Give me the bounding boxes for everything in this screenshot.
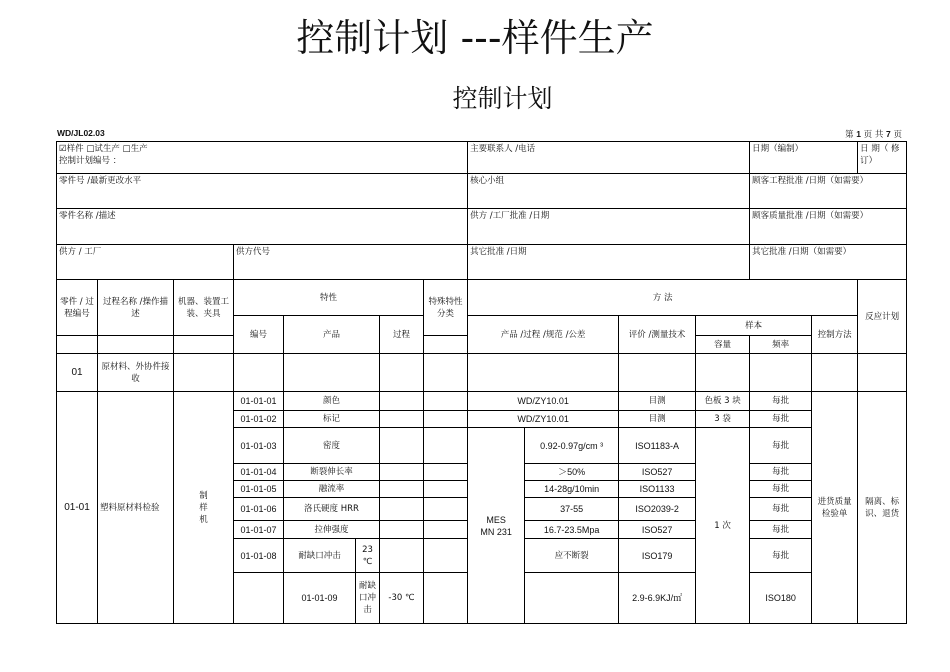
item-no: 01-01-07 xyxy=(234,521,284,539)
item-product: 洛氏硬度 HRR xyxy=(284,498,380,521)
table-row xyxy=(57,392,907,411)
header-row-2 xyxy=(57,174,907,209)
other-approval-cell: 其它批准 /日期 xyxy=(468,245,750,280)
col-part-process-no: 零件 / 过程编号 xyxy=(57,280,98,336)
col-sample-frequency: 频率 xyxy=(750,336,812,354)
item-no: 01-01-09 xyxy=(284,573,356,624)
page-prefix: 第 xyxy=(844,130,854,140)
page-indicator xyxy=(845,128,902,140)
header-row-1 xyxy=(57,142,907,174)
item-product: 标记 xyxy=(284,411,380,428)
col-sample: 样本 xyxy=(696,316,812,336)
col-machine: 机器、装置工装、夹具 xyxy=(174,280,234,336)
row-reaction-plan: 隔离、标识、退货 xyxy=(858,392,907,624)
item-frequency: 每批 xyxy=(750,498,812,521)
document-title: 控制计划 ---样件生产 xyxy=(296,16,654,60)
item-eval: ISO1183-A xyxy=(619,428,696,464)
item-frequency: 每批 xyxy=(750,392,812,411)
date-compiled-cell: 日期（编制） xyxy=(750,142,858,174)
table-row xyxy=(57,354,907,392)
item-frequency: 每批 xyxy=(750,428,812,464)
col-char-product: 产品 xyxy=(284,316,380,354)
item-no: 01-01-04 xyxy=(234,464,284,481)
item-product: 密度 xyxy=(284,428,380,464)
col-empty-process xyxy=(98,336,174,354)
item-sample-size: 3 袋 xyxy=(696,411,750,428)
item-eval: ISO2039-2 xyxy=(619,498,696,521)
item-spec: 0.92-0.97g/cm ³ xyxy=(525,428,619,464)
item-product: 颜色 xyxy=(284,392,380,411)
item-frequency: 每批 xyxy=(750,411,812,428)
col-method: 方 法 xyxy=(468,280,858,316)
item-eval: ISO527 xyxy=(619,521,696,539)
col-sample-size: 容量 xyxy=(696,336,750,354)
col-empty-special xyxy=(424,336,468,354)
row-process-name: 原材料、外协件接收 xyxy=(98,354,174,392)
item-product: 断裂伸长率 xyxy=(284,464,380,481)
item-eval: ISO179 xyxy=(619,539,696,573)
item-spec: ＞50% xyxy=(525,464,619,481)
row-machine: 制样机 xyxy=(174,392,234,624)
contact-cell: 主要联系人 /电话 xyxy=(468,142,750,174)
document-subtitle: 控制计划 xyxy=(452,84,553,113)
plan-type-cell xyxy=(57,142,468,174)
item-no: 01-01-06 xyxy=(234,498,284,521)
item-eval: 目测 xyxy=(619,411,696,428)
header-row-3 xyxy=(57,209,907,245)
page-suffix: 页 xyxy=(893,130,902,140)
item-eval: 目测 xyxy=(619,392,696,411)
item-product: 融流率 xyxy=(284,481,380,498)
row-sample-size: 1 次 xyxy=(696,428,750,624)
core-team-cell: 核心小组 xyxy=(468,174,750,209)
col-special-class: 特殊特性分类 xyxy=(424,280,468,336)
col-eval: 评价 /测量技术 xyxy=(619,316,696,354)
col-empty-part xyxy=(57,336,98,354)
item-eval: ISO1133 xyxy=(619,481,696,498)
header-row-4 xyxy=(57,245,907,280)
row-process-name: 塑料原材料检验 xyxy=(98,392,174,624)
col-empty-machine xyxy=(174,336,234,354)
row-part-no: 01 xyxy=(57,354,98,392)
item-no: 01-01-05 xyxy=(234,481,284,498)
page-mid: 页 共 xyxy=(863,130,884,140)
supplier-plant-cell: 供方 / 工厂 xyxy=(57,245,234,280)
item-frequency: 每批 xyxy=(750,521,812,539)
item-product: 耐缺口冲击 xyxy=(284,539,356,573)
item-spec: WD/ZY10.01 xyxy=(468,411,619,428)
item-spec: 2.9-6.9KJ/㎡ xyxy=(619,573,696,624)
item-frequency: 每批 xyxy=(750,464,812,481)
item-no: 01-01-03 xyxy=(234,428,284,464)
col-reaction-plan: 反应计划 xyxy=(858,280,907,354)
item-frequency: 每批 xyxy=(750,481,812,498)
item-spec: 14-28g/10min xyxy=(525,481,619,498)
item-product: 拉伸强度 xyxy=(284,521,380,539)
item-product: 耐缺口冲击 xyxy=(356,573,380,624)
col-spec: 产品 /过程 /规范 /公差 xyxy=(468,316,619,354)
page-total: 7 xyxy=(886,129,891,139)
item-spec: WD/ZY10.01 xyxy=(468,392,619,411)
item-spec: 16.7-23.5Mpa xyxy=(525,521,619,539)
item-no: 01-01-01 xyxy=(234,392,284,411)
row-mes: MES MN 231 xyxy=(468,428,525,624)
document-id: WD/JL02.03 xyxy=(57,128,105,138)
col-char-no: 编号 xyxy=(234,316,284,354)
item-frequency: 每批 xyxy=(750,539,812,573)
column-header-row-1 xyxy=(57,280,907,316)
supplier-code-cell: 供方代号 xyxy=(234,245,468,280)
plan-number: 控制计划编号 ： xyxy=(59,156,122,166)
col-char-process: 过程 xyxy=(380,316,424,354)
date-revised-cell: 日 期（ 修订） xyxy=(858,142,907,174)
item-product-value: -30 ℃ xyxy=(380,573,424,624)
customer-quality-cell: 顾客质量批准 /日期（如需要） xyxy=(750,209,907,245)
customer-engineering-cell: 顾客工程批准 /日期（如需要） xyxy=(750,174,907,209)
col-characteristics: 特性 xyxy=(234,280,424,316)
item-no: 01-01-02 xyxy=(234,411,284,428)
row-control-method: 进货质量检验单 xyxy=(812,392,858,624)
item-no: 01-01-08 xyxy=(234,539,284,573)
row-machine-empty xyxy=(234,573,284,624)
supplier-approval-cell: 供方 /工厂批准 /日期 xyxy=(468,209,750,245)
item-spec: 应不断裂 xyxy=(525,539,619,573)
item-product-value: 23 ℃ xyxy=(356,539,380,573)
col-process-name: 过程名称 /操作描述 xyxy=(98,280,174,336)
other-approval-optional-cell: 其它批准 /日期（如需要） xyxy=(750,245,907,280)
item-sample-size: 色板 3 块 xyxy=(696,392,750,411)
part-name-cell: 零件名称 /描述 xyxy=(57,209,468,245)
page-current: 1 xyxy=(856,129,861,139)
item-spec: 37-55 xyxy=(525,498,619,521)
item-eval: ISO527 xyxy=(619,464,696,481)
row-part-no: 01-01 xyxy=(57,392,98,624)
col-control-method: 控制方法 xyxy=(812,316,858,354)
plan-type-options: ☑样件 □试生产 □生产 xyxy=(59,144,148,154)
item-eval: ISO180 xyxy=(750,573,812,624)
part-number-cell: 零件号 /最新更改水平 xyxy=(57,174,468,209)
control-plan-table xyxy=(56,141,907,624)
